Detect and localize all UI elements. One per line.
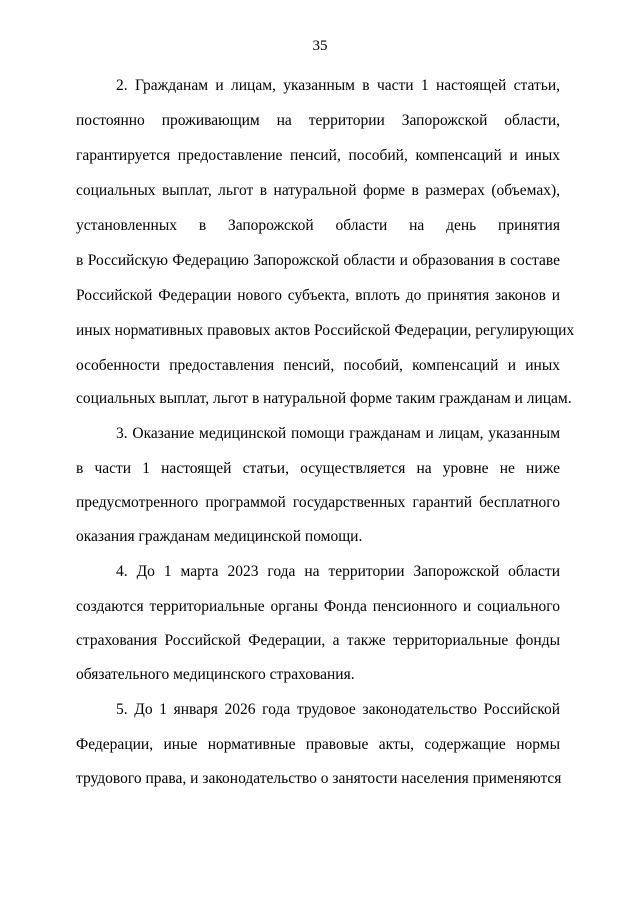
text-line: Российской Федерации нового субъекта, вплоть до принятия законов и	[76, 287, 560, 304]
text-line: постоянно проживающим на территории Запорожской области,	[76, 112, 560, 129]
text-line: 4. До 1 марта 2023 года на территории Запорожской области	[116, 563, 560, 580]
text-line: оказания гражданам медицинской помощи.	[76, 528, 363, 545]
text-line: гарантируется предоставление пенсий, пособий, компенсаций и иных	[76, 147, 560, 164]
text-line: обязательного медицинского страхования.	[76, 666, 355, 683]
text-line: социальных выплат, льгот в натуральной форме таким гражданам и лицам.	[76, 390, 572, 407]
text-line: социальных выплат, льгот в натуральной форме в размерах (объемах),	[76, 182, 560, 199]
text-line: особенности предоставления пенсий, пособий, компенсаций и иных	[76, 357, 560, 374]
text-line: 3. Оказание медицинской помощи гражданам и лицам, указанным	[116, 425, 560, 442]
text-line: 2. Гражданам и лицам, указанным в части 1 настоящей статьи,	[116, 77, 560, 94]
text-line: 5. До 1 января 2026 года трудовое законодательство Российской	[116, 701, 560, 718]
text-line: в Российскую Федерацию Запорожской области и образования в составе	[76, 252, 560, 269]
text-line: страхования Российской Федерации, а также территориальные фонды	[76, 632, 560, 649]
text-line: трудового права, и законодательство о занятости населения применяются	[76, 770, 562, 787]
text-line: создаются территориальные органы Фонда пенсионного и социального	[76, 598, 560, 615]
text-line: установленных в Запорожской области на день принятия	[76, 217, 560, 234]
text-line: Федерации, иные нормативные правовые акты, содержащие нормы	[76, 736, 560, 753]
text-line: предусмотренного программой государственных гарантий бесплатного	[76, 494, 560, 511]
text-line: в части 1 настоящей статьи, осуществляется на уровне не ниже	[76, 460, 560, 477]
text-line: иных нормативных правовых актов Российской Федерации, регулирующих	[76, 322, 575, 339]
page-number: 35	[312, 38, 328, 54]
